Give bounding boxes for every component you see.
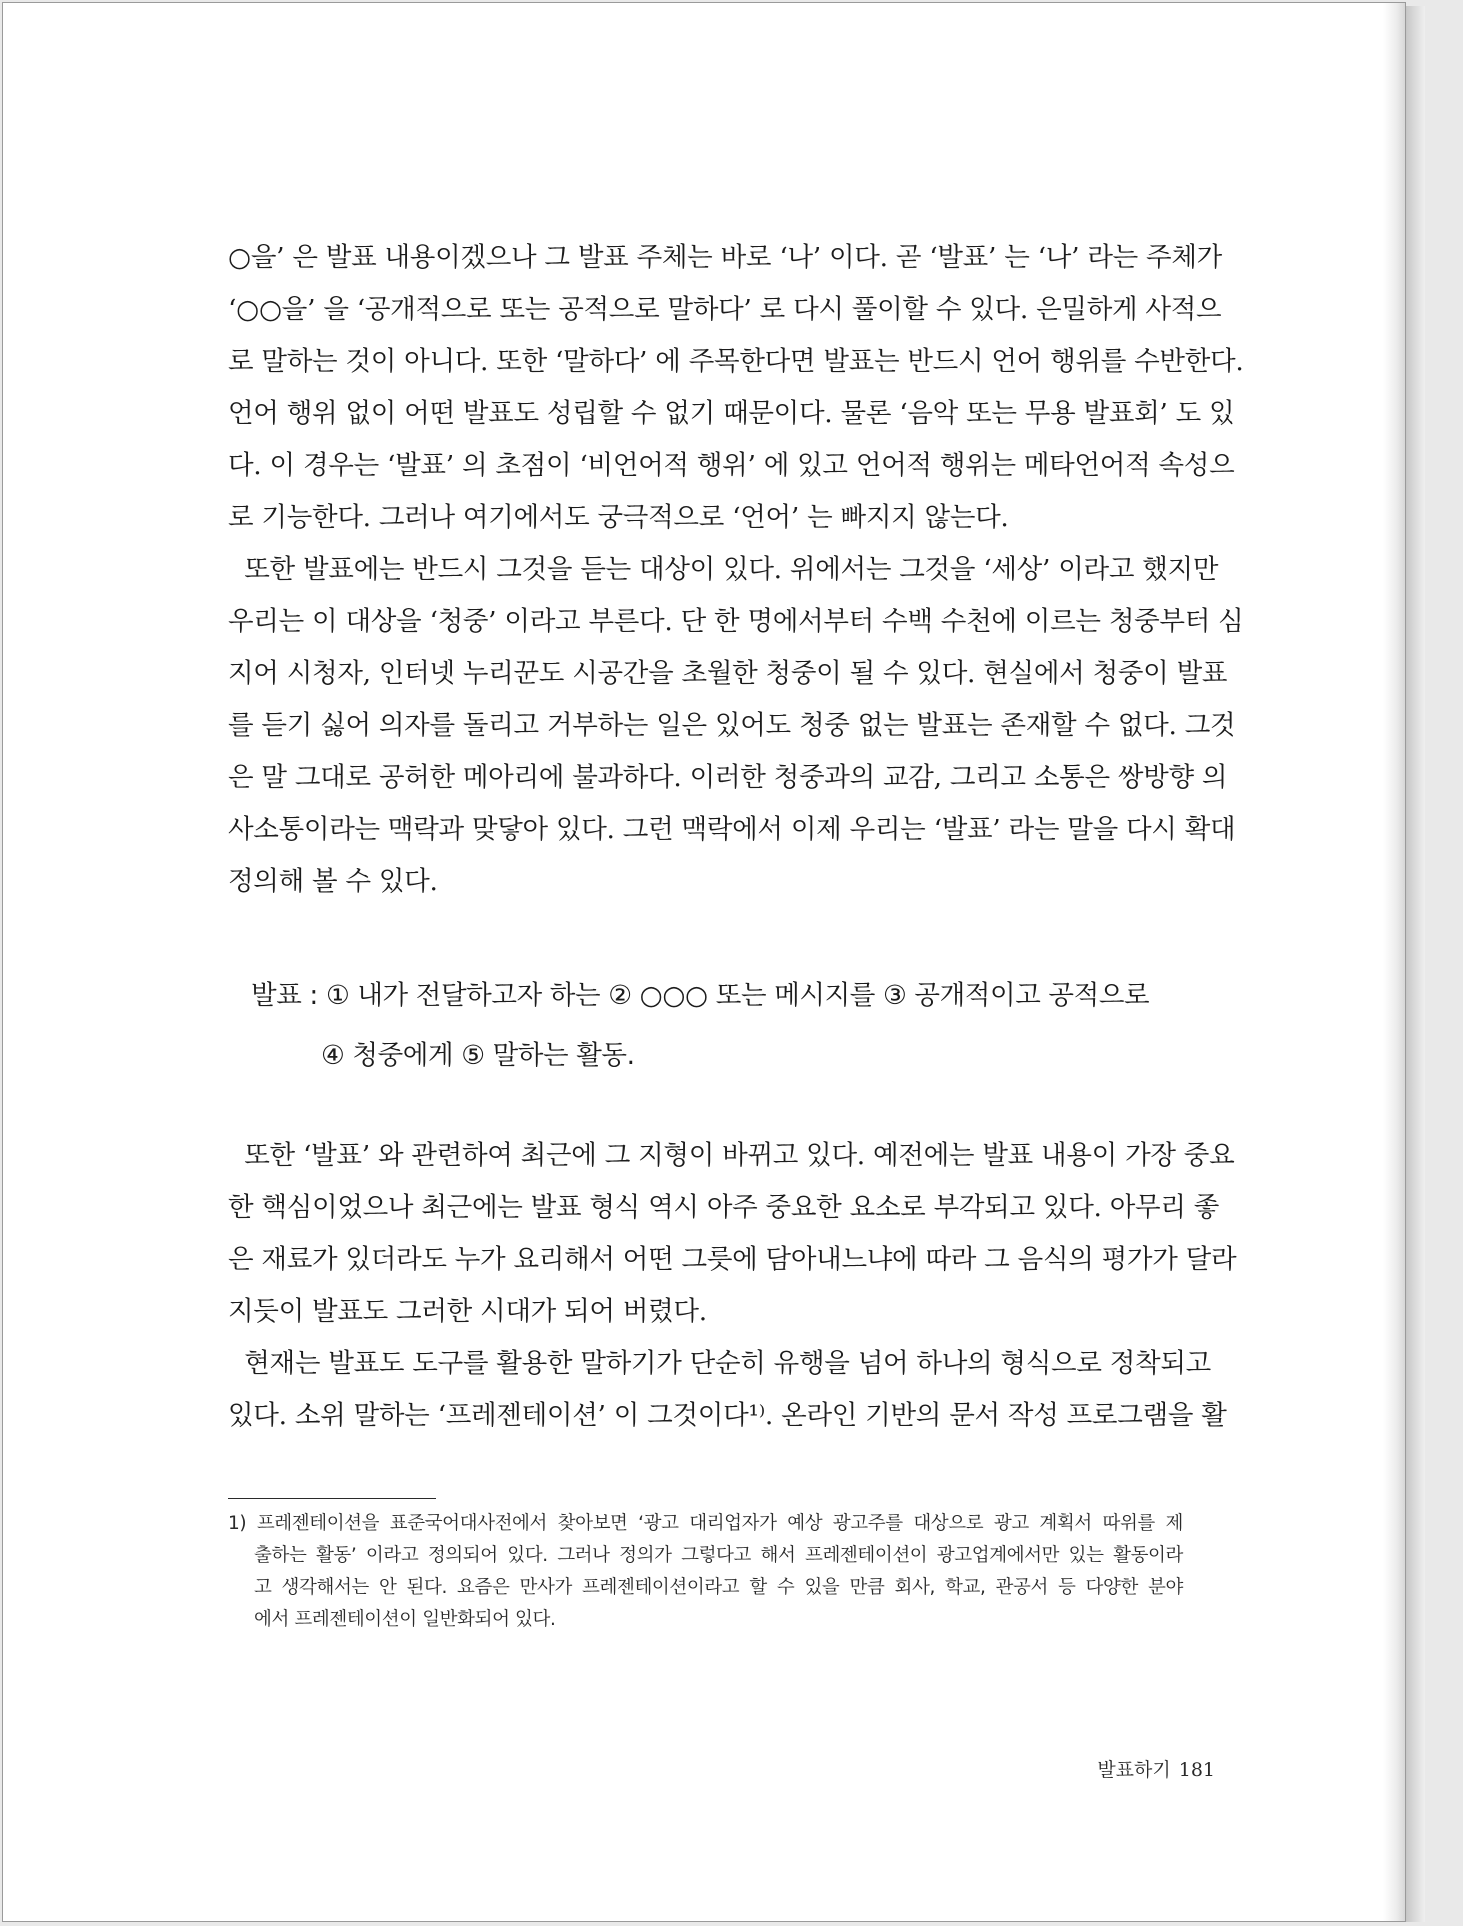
- paragraph-4: [228, 1338, 1227, 1442]
- footnote-line: 고 생각해서는 안 된다. 요즘은 만사가 프레젠테이션이라고 할 수 있을 만큼 회사, 학교, 관공서 등 다양한 분야: [254, 1577, 1183, 1598]
- text-line: 은 재료가 있더라도 누가 요리해서 어떤 그릇에 담아내느냐에 따라 그 음식의 평가가 달라: [228, 1244, 1237, 1275]
- book-page: [2, 2, 1406, 1922]
- footnote-line: 1) 프레젠테이션을 표준국어대사전에서 찾아보면 ‘광고 대리업자가 예상 광고주를 대상으로 광고 계획서 따위를 제: [228, 1513, 1183, 1534]
- text-line: ○을’ 은 발표 내용이겠으나 그 발표 주체는 바로 ‘나’ 이다. 곧 ‘발표’ 는 ‘나’ 라는 주체가: [228, 242, 1222, 273]
- definition-box: [251, 966, 1191, 1086]
- paragraph-2: [228, 544, 1244, 908]
- text-line: 로 기능한다. 그러나 여기에서도 궁극적으로 ‘언어’ 는 빠지지 않는다.: [228, 502, 1009, 533]
- text-line: ‘○○을’ 을 ‘공개적으로 또는 공적으로 말하다’ 로 다시 풀이할 수 있다. 은밀하게 사적으: [228, 294, 1222, 325]
- text-line: 또한 발표에는 반드시 그것을 듣는 대상이 있다. 위에서는 그것을 ‘세상’ 이라고 했지만: [228, 554, 1219, 585]
- text-line: 사소통이라는 맥락과 맞닿아 있다. 그런 맥락에서 이제 우리는 ‘발표’ 라는 말을 다시 확대: [228, 814, 1236, 845]
- text-line: 우리는 이 대상을 ‘청중’ 이라고 부른다. 단 한 명에서부터 수백 수천에 이르는 청중부터 심: [228, 606, 1244, 637]
- page-number: 181: [1178, 1759, 1215, 1781]
- text-line: 정의해 볼 수 있다.: [228, 866, 438, 897]
- footnote-divider: [228, 1498, 436, 1499]
- text-line: 한 핵심이었으나 최근에는 발표 형식 역시 아주 중요한 요소로 부각되고 있다. 아무리 좋: [228, 1192, 1220, 1223]
- text-line: 다. 이 경우는 ‘발표’ 의 초점이 ‘비언어적 행위’ 에 있고 언어적 행위는 메타언어적 속성으: [228, 450, 1235, 481]
- footnote-line: 에서 프레젠테이션이 일반화되어 있다.: [254, 1609, 556, 1630]
- text-line: 또한 ‘발표’ 와 관련하여 최근에 그 지형이 바뀌고 있다. 예전에는 발표 내용이 가장 중요: [228, 1140, 1235, 1171]
- text-line: 은 말 그대로 공허한 메아리에 불과하다. 이러한 청중과의 교감, 그리고 소통은 쌍방향 의: [228, 762, 1228, 793]
- paragraph-1: [228, 232, 1244, 544]
- page-fold-shading: [1383, 3, 1405, 1921]
- text-line: 지어 시청자, 인터넷 누리꾼도 시공간을 초월한 청중이 될 수 있다. 현실에서 청중이 발표: [228, 658, 1228, 689]
- text-line: 언어 행위 없이 어떤 발표도 성립할 수 없기 때문이다. 물론 ‘음악 또는 무용 발표회’ 도 있: [228, 398, 1235, 429]
- text-line: 있다. 소위 말하는 ‘프레젠테이션’ 이 그것이다¹⁾. 온라인 기반의 문서 작성 프로그램을 활: [228, 1400, 1227, 1431]
- text-line: 지듯이 발표도 그러한 시대가 되어 버렸다.: [228, 1296, 707, 1327]
- footnote-line: 출하는 활동’ 이라고 정의되어 있다. 그러나 정의가 그렇다고 해서 프레젠테이션이 광고업계에서만 있는 활동이라: [254, 1545, 1183, 1566]
- text-line: 현재는 발표도 도구를 활용한 말하기가 단순히 유행을 넘어 하나의 형식으로 정착되고: [228, 1348, 1211, 1379]
- page-footer: [1097, 1755, 1215, 1782]
- definition-line-1: 발표 : ① 내가 전달하고자 하는 ② ○○○ 또는 메시지를 ③ 공개적이고 공적으로: [251, 980, 1150, 1011]
- paragraph-3: [228, 1130, 1237, 1338]
- running-head: 발표하기: [1097, 1759, 1171, 1781]
- text-line: 로 말하는 것이 아니다. 또한 ‘말하다’ 에 주목한다면 발표는 반드시 언어 행위를 수반한다.: [228, 346, 1244, 377]
- text-line: 를 듣기 싫어 의자를 돌리고 거부하는 일은 있어도 청중 없는 발표는 존재할 수 없다. 그것: [228, 710, 1236, 741]
- footnote: [228, 1508, 1183, 1636]
- definition-line-2: ④ 청중에게 ⑤ 말하는 활동.: [321, 1040, 635, 1071]
